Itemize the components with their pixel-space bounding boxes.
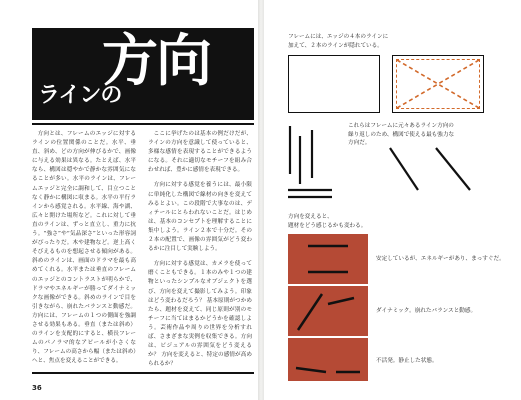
body-paragraph: ここに挙げたのは基本の例だけだが、ラインの方向を意識して使っていると、多様な感情を表現することができるようになる。それに適切なモチーフを組み合わせれば、豊かに感情を表現できる。 [148,131,252,174]
slanted-line [296,368,326,372]
caption-panel-3: 不活発。静止した状態。 [376,358,438,364]
frame-with-diagonals [392,55,484,113]
diagonal-line [390,148,418,190]
red-panel-horizontal [288,234,368,284]
caption-panel-2: ダイナミック。崩れたバランスと動感。 [376,308,477,314]
title-rule [32,123,254,125]
caption-line: フレームには、エッジの４本のラインに [288,34,389,40]
diagonal-line [328,298,354,304]
panel-diagonal-lines [288,286,368,336]
body-column-1 [32,130,136,372]
caption-top [288,33,388,50]
body-column-2 [148,130,252,375]
page-number: 36 [32,384,42,392]
caption-line: 方向だ。 [348,140,371,146]
body-paragraph: 方向に対する感覚は、カメラを使って磨くこともできる。１本のみや１つの建物といったシンプルなオブジェクトを選び、方向を変えて撮影してみよう。印象はどう変わるだろう？ 基本原則がつかめたら、題材を変えて、同じ原則が別のモチーフに当てはまるかどうかを確認しよう。芸術作品や周りの世界を分析すれば、さまざまな実例を収集できる。方向は、ビジュアルの雰囲気をどう変えるか？ 方向を変えると、特定の感情が高められるか？ [148,261,252,368]
caption-line: これらはフレームに元々あるライン方向の [348,123,454,129]
orange-dashed-frame [396,59,480,109]
red-panel-static [288,338,368,381]
page-gutter [258,0,264,400]
body-paragraph: 方向に対する感覚を養うには、最小限に単純化した構図で線材の向きを変えてみるとよい。この段階で大事なのは、ディテールにとらわれないことだ。はじめは、基本のコンセプトを理解することに集中しよう。ライン２本で十分だ。その２本の配置で、画像の雰囲気がどう変わるかに注目して実験しよう。 [148,182,252,253]
panel-static-lines [288,338,368,381]
title-prefix: ラインの [38,83,122,108]
frame-plain [288,55,380,113]
panel-horizontal-lines [288,234,368,284]
caption-line: 方向を変えると、 [288,214,333,220]
caption-bottom-left [288,213,366,230]
caption-line: 題材をどう感じるかも変わる。 [288,222,367,229]
caption-line: 加えて、２本のラインが隠れている。 [288,42,383,49]
caption-middle [348,122,454,148]
red-panel-diagonal [288,286,368,336]
title-block [32,28,254,120]
diagonal-line [298,294,322,330]
title-main: 方向 [102,29,210,94]
caption-line: 繰り返しのため、構図で使える最も強力な [348,131,455,138]
caption-panel-1: 安定しているが、エネルギーがあり、まっすぐだ。 [376,256,505,262]
diagonal-line [436,148,470,190]
body-paragraph: 方向とは、フレームのエッジに対するラインの位置関係のことだ。水平、垂直、斜め、どの方向が伸びるかで、画像に与える効果は異なる。たとえば、水平なら、構図は穏やかで静かな雰囲気になることが多い。水平のラインは、フレームエッジと完全に調和して、目立つことなく静かに構図に収まる。水平の平行ラインから感覚される。水平線、海や湖、広々と開けた場所など。これに対して垂直のラインは、ずっと直立し、重力に抗う。“強さ”や“気品深さ”といった形容詞がぴったりだ。木や建物など。逆上高くそびえるものを想起させる傾向がある。斜めのラインは、画面のドラマを最も高めてくれる。水平または垂直のフレームのエッジとのコントラストが明らかで、ドラマやエネルギーが勝ってダイナミックな画像ができる。斜めのラインで目を引きながら、崩れたバランスと動感だ。方向には、フレームの１つの側面を強調させる効果もある。垂直（または斜め）のラインを支配的にすると、横長フレームのパノラマ的なアピールが小さくなり、フレームの高さから幅（または斜め）へと、焦点を変えることができる。 [32,131,136,365]
bottom-rule [32,372,254,374]
